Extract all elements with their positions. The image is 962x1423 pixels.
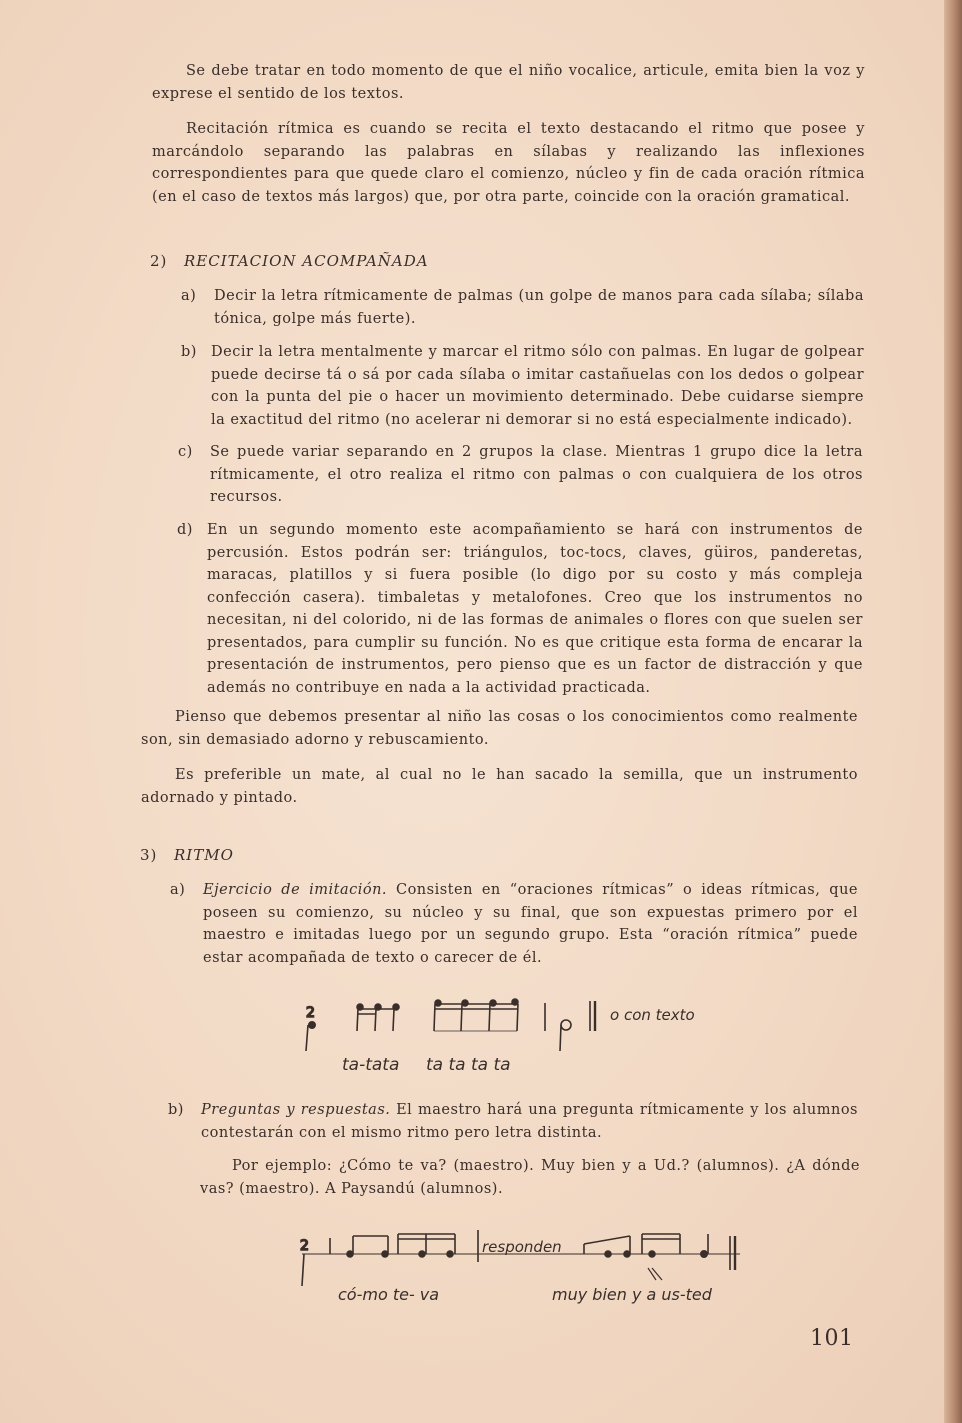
responden-label: responden bbox=[482, 1238, 562, 1256]
tie-mark bbox=[652, 1268, 662, 1280]
note-stem bbox=[357, 1009, 358, 1031]
section-2-title: RECITACION ACOMPAÑADA bbox=[184, 252, 429, 270]
rhythm-figure-2 bbox=[290, 1222, 750, 1314]
list-item-label: b) bbox=[181, 344, 197, 360]
note-stem bbox=[302, 1254, 304, 1286]
list-item-label: b) bbox=[168, 1102, 184, 1118]
list-item-b bbox=[181, 341, 864, 431]
item-lead: Ejercicio de imitación. bbox=[203, 882, 388, 898]
with-text-note: o con texto bbox=[610, 1006, 695, 1024]
tie-mark bbox=[648, 1268, 656, 1280]
note-head bbox=[490, 1000, 496, 1006]
note-head bbox=[512, 999, 518, 1005]
note-head bbox=[624, 1251, 630, 1257]
beam bbox=[584, 1236, 630, 1244]
note-head bbox=[419, 1251, 425, 1257]
note-head bbox=[357, 1004, 363, 1010]
list-item-label: d) bbox=[177, 522, 193, 538]
note-head bbox=[447, 1251, 453, 1257]
list-item-label: a) bbox=[170, 882, 186, 898]
note-head bbox=[309, 1022, 315, 1028]
example-paragraph: Por ejemplo: ¿Cómo te va? (maestro). Muy bien y a Ud.? (alumnos). ¿A dónde vas? (maestro). A Paysandú (alumnos). bbox=[200, 1158, 860, 1197]
ritmo-item-a bbox=[170, 879, 858, 969]
section-3-title: RITMO bbox=[174, 846, 234, 864]
note-head bbox=[382, 1251, 388, 1257]
rhythm-figure-1 bbox=[290, 995, 750, 1080]
paragraph-mate: Es preferible un mate, al cual no le han sacado la semilla, que un instrumento adornado y pintado. bbox=[141, 767, 858, 806]
page-edge bbox=[944, 0, 962, 1423]
list-item-a bbox=[181, 285, 864, 330]
ritmo-item-b bbox=[168, 1099, 858, 1144]
note-stem bbox=[375, 1009, 376, 1031]
note-head bbox=[375, 1004, 381, 1010]
item-text: El maestro hará una pregunta rítmicamente y los alumnos contestarán con el mismo ritmo pero letra distinta. bbox=[201, 1102, 858, 1141]
note-head bbox=[435, 1000, 441, 1006]
note-stem bbox=[306, 1025, 308, 1051]
syllables-question: có-mo te- va bbox=[338, 1285, 440, 1304]
note-head bbox=[462, 1000, 468, 1006]
intro-paragraph-2: Recitación rítmica es cuando se recita el texto destacando el ritmo que posee y marcándolo separando las palabras en sílabas y realizando las inflexiones correspondientes para que quede claro el comienzo, núcleo y fin de cada oración rítmica (en el caso de textos más largos) que, por otra parte, coincide con la oración gramatical. bbox=[152, 121, 865, 205]
section-2-number: 2) bbox=[150, 252, 168, 270]
note-stem bbox=[517, 1004, 518, 1031]
list-item-text: Decir la letra rítmicamente de palmas (un golpe de manos para cada sílaba; sílaba tónica, golpe más fuerte). bbox=[214, 288, 864, 327]
syllables-answer: muy bien y a us-ted bbox=[552, 1285, 712, 1304]
list-item-label: a) bbox=[181, 288, 197, 304]
list-item-text: En un segundo momento este acompañamiento se hará con instrumentos de percusión. Estos podrán ser: triángulos, toc-tocs, claves, güiros, panderetas, maracas, platillos y si fuera posible (lo digo por su costo y más compleja confección casera). timbaletas y metalofones. Creo que los instrumentos no necesitan, ni del colorido, ni de las formas de animales o flores con que suelen ser presentados, para cumplir su función. No es que critique esta forma de encarar la presentación de instrumentos, pero pienso que es un factor de distracción y que además no contribuye en nada a la actividad practicada. bbox=[207, 522, 863, 696]
page-number: 101 bbox=[810, 1326, 854, 1351]
list-item-c bbox=[178, 441, 863, 509]
note-stem bbox=[489, 1004, 490, 1031]
note-head bbox=[701, 1251, 707, 1257]
time-signature: 2 bbox=[306, 1005, 315, 1021]
paragraph-presentar: Pienso que debemos presentar al niño las cosas o los conocimientos como realmente son, sin demasiado adorno y rebuscamiento. bbox=[141, 709, 858, 748]
note-head bbox=[347, 1251, 353, 1257]
half-note-head bbox=[561, 1020, 571, 1030]
item-text: Consisten en “oraciones rítmicas” o ideas rítmicas, que poseen su comienzo, su núcleo y su final, que son expuestas primero por el maestro e imitadas luego por un segundo grupo. Esta “oración rítmica” puede estar acompañada de texto o carecer de él. bbox=[203, 882, 859, 966]
note-head bbox=[605, 1251, 611, 1257]
list-item-label: c) bbox=[178, 444, 193, 460]
note-stem bbox=[434, 1004, 435, 1031]
list-item-text: Se puede variar separando en 2 grupos la clase. Mientras 1 grupo dice la letra rítmicamente, el otro realiza el ritmo con palmas o con cualquiera de los otros recursos. bbox=[210, 444, 863, 505]
note-stem bbox=[461, 1004, 462, 1031]
syllables-1: ta-tata bbox=[342, 1055, 400, 1075]
note-head bbox=[649, 1251, 655, 1257]
section-3-number: 3) bbox=[140, 846, 158, 864]
note-stem bbox=[560, 1025, 561, 1051]
intro-paragraph-1: Se debe tratar en todo momento de que el niño vocalice, articule, emita bien la voz y exprese el sentido de los textos. bbox=[152, 63, 865, 102]
section-3-heading bbox=[140, 846, 234, 864]
list-item-d bbox=[177, 519, 863, 699]
item-lead: Preguntas y respuestas. bbox=[201, 1102, 391, 1118]
list-item-text: Decir la letra mentalmente y marcar el ritmo sólo con palmas. En lugar de golpear puede decirse tá o sá por cada sílaba o imitar castañuelas con los dedos o golpear con la punta del pie o hacer un movimiento determinado. Debe cuidarse siempre la exactitud del ritmo (no acelerar ni demorar si no está especialmente indicado). bbox=[211, 344, 864, 428]
note-stem bbox=[393, 1009, 394, 1031]
note-head bbox=[393, 1004, 399, 1010]
section-2-heading bbox=[150, 252, 429, 270]
time-signature: 2 bbox=[300, 1238, 309, 1254]
syllables-2: ta ta ta ta bbox=[426, 1055, 511, 1075]
